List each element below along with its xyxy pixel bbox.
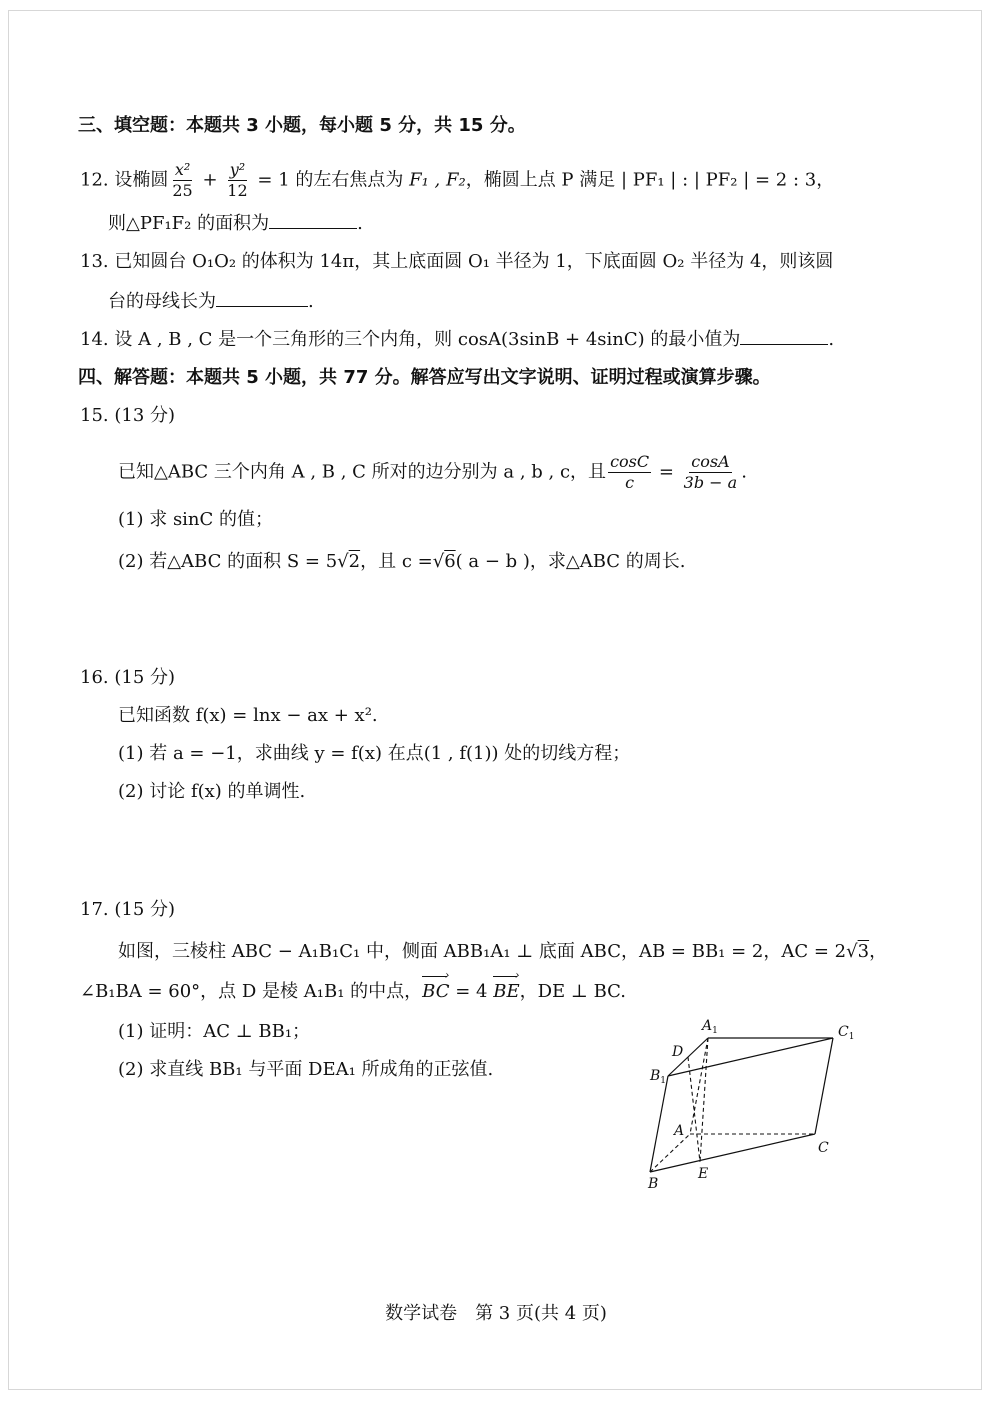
label-B: B (648, 1176, 659, 1192)
q15-part2-post: ( a − b )，求△ABC 的周长. (455, 551, 686, 572)
q12-fraction-x: $\frac{\text{x²}}{25}$ (172, 160, 193, 200)
q12-prefix: 设椭圆 (114, 169, 169, 191)
vector-BE: › BE (493, 968, 520, 1002)
sqrt-icon: √ (337, 551, 349, 572)
label-A: A (674, 1123, 685, 1139)
question-13-line-1 (80, 250, 833, 274)
section-4-title: 四、解答题：本题共 5 小题，共 77 分。解答应写出文字说明、证明过程或演算步骤。 (78, 367, 771, 388)
q12-ask: 则△PF₁F₂ 的面积为 (108, 213, 270, 234)
label-B1: $B_1$ (650, 1068, 667, 1086)
q15-radicand-2: 6 (444, 551, 456, 572)
question-13-line-2 (108, 288, 314, 314)
q12-foci: F₁ , F₂ (409, 169, 466, 191)
q12-mid: 的左右焦点为 (295, 169, 404, 191)
q15-end: . (741, 461, 747, 483)
q14-stem: 设 A , B , C 是一个三角形的三个内角，则 cosA(3sinB + 4sinC) 的最小值为 (114, 329, 741, 350)
q15-part-1: (1) 求 sinC 的值； (118, 509, 274, 530)
q14-number: 14. (80, 329, 109, 350)
q15-stem (118, 452, 747, 493)
label-C1: $C_1$ (838, 1024, 855, 1042)
edge-C1-C (815, 1038, 833, 1134)
q17-stem1-text: 如图，三棱柱 ABC − A₁B₁C₁ 中，侧面 ABB₁A₁ ⊥ 底面 ABC，AB = BB₁ = 2，AC = 2 (118, 941, 847, 962)
q12-fraction-y: $\frac{\text{y²}}{12}$ (227, 160, 248, 200)
label-D: D (672, 1044, 684, 1060)
q17-stem2-post: ，DE ⊥ BC. (519, 981, 626, 1002)
q16-part-1: (1) 若 a = −1，求曲线 y = f(x) 在点(1 , f(1)) 处的切线方程； (118, 743, 631, 764)
q13-number: 13. (80, 251, 109, 272)
q17-header: 17. (15 分) (80, 899, 176, 920)
q12-plus: + (202, 169, 218, 191)
q14-answer-blank[interactable] (740, 326, 828, 345)
question-12-line-1 (80, 160, 834, 201)
q17-stem1-end: ， (869, 941, 888, 962)
q12-equals: = 1 (257, 169, 290, 191)
q15-fraction-cosC: $\frac{\cos C}{c}$ (610, 452, 650, 492)
q16-header: 16. (15 分) (80, 667, 176, 688)
question-14-line (80, 326, 834, 352)
q12-answer-blank[interactable] (269, 210, 357, 229)
edge-B1-C1 (668, 1038, 833, 1076)
segment-D-E (688, 1057, 700, 1162)
q17-radicand: 3 (857, 941, 870, 962)
q14-end: . (828, 329, 835, 350)
q13-stem: 已知圆台 O₁O₂ 的体积为 14π，其上底面圆 O₁ 半径为 1，下底面圆 O₂ 半径为 4，则该圆 (114, 251, 834, 272)
q17-stem-line-1 (118, 940, 887, 964)
edge-B-C (650, 1134, 815, 1172)
q15-fraction-cosA: $\frac{\cos A}{3b - a}$ (683, 452, 738, 492)
q12-number: 12. (80, 169, 109, 191)
q17-part-1: (1) 证明：AC ⊥ BB₁； (118, 1021, 311, 1042)
label-E: E (698, 1166, 709, 1182)
sqrt-icon: √ (432, 551, 445, 572)
q15-radicand-1: 2 (348, 551, 361, 572)
q17-stem-line-2 (80, 968, 626, 1004)
q13-end: . (308, 291, 314, 312)
vector-arrow-icon: › (444, 968, 450, 982)
prism-figure (640, 1012, 870, 1197)
q15-stem-text: 已知△ABC 三个内角 A , B , C 所对的边分别为 a , b , c，且 (118, 461, 607, 483)
q15-header: 15. (13 分) (80, 405, 176, 426)
q15-part2-mid: ，且 c = (360, 551, 433, 572)
q16-stem: 已知函数 f(x) = lnx − ax + x². (118, 705, 378, 726)
vector-arrow-icon: › (514, 968, 520, 982)
q13-answer-blank[interactable] (216, 288, 308, 307)
q12-end: . (357, 213, 363, 234)
q17-eq: = 4 (455, 981, 488, 1002)
q15-part-2 (118, 550, 686, 574)
q17-stem2-text: ∠B₁BA = 60°，点 D 是棱 A₁B₁ 的中点， (80, 981, 423, 1002)
q15-part2-pre: (2) 若△ABC 的面积 S = 5 (118, 551, 338, 572)
q13-ask: 台的母线长为 (108, 291, 216, 312)
question-12-line-2 (108, 210, 363, 236)
label-C: C (818, 1140, 829, 1156)
page-footer: 数学试卷 第 3 页(共 4 页) (385, 1303, 607, 1324)
section-3-title: 三、填空题：本题共 3 小题，每小题 5 分，共 15 分。 (78, 115, 526, 136)
q12-condition: ，椭圆上点 P 满足 | PF₁ | : | PF₂ | = 2 : 3， (465, 169, 835, 191)
vector-BC: › BC (422, 968, 450, 1002)
segment-A1-E (700, 1038, 708, 1162)
sqrt-icon: √ (846, 941, 858, 962)
label-A1: $A_1$ (702, 1018, 718, 1036)
q15-equals: = (658, 461, 674, 483)
q16-part-2: (2) 讨论 f(x) 的单调性. (118, 781, 306, 802)
q17-part-2: (2) 求直线 BB₁ 与平面 DEA₁ 所成角的正弦值. (118, 1059, 494, 1080)
